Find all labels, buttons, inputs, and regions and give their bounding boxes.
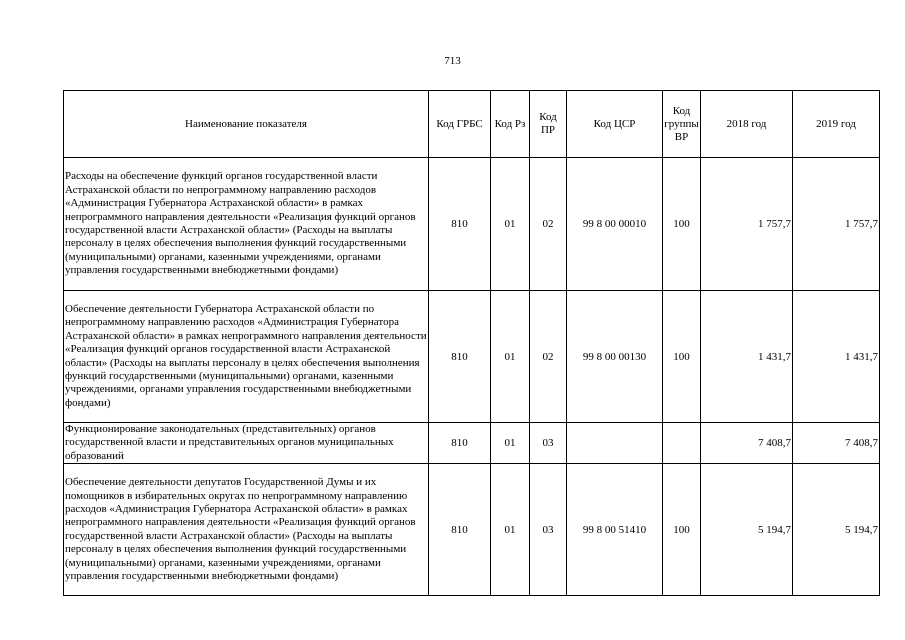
header-name: Наименование показателя — [64, 91, 429, 158]
row-name: Функционирование законодательных (представительных) органов государственной власти и представительных органов муниципальных образований — [64, 423, 429, 464]
table-row — [64, 423, 880, 464]
row-2018: 1 431,7 — [701, 291, 793, 423]
table-row — [64, 158, 880, 291]
row-rz: 01 — [491, 291, 530, 423]
row-pr: 02 — [530, 291, 567, 423]
table-row — [64, 291, 880, 423]
row-rz: 01 — [491, 464, 530, 596]
budget-table — [63, 90, 880, 596]
row-vr — [663, 423, 701, 464]
row-csr — [567, 423, 663, 464]
header-grbs: Код ГРБС — [429, 91, 491, 158]
row-2019: 1 431,7 — [793, 291, 880, 423]
row-csr: 99 8 00 51410 — [567, 464, 663, 596]
row-grbs: 810 — [429, 464, 491, 596]
row-rz: 01 — [491, 158, 530, 291]
table-header-row — [64, 91, 880, 158]
row-grbs: 810 — [429, 291, 491, 423]
row-2019: 7 408,7 — [793, 423, 880, 464]
row-name: Обеспечение деятельности Губернатора Астраханской области по непрограммному направлению расходов «Администрация Губернатора Астраханской области» в рамках непрограммного направления деятельности «Реализация функций органов государственной власти Астраханской области» (Расходы на выплаты персоналу в целях обеспечения выполнения функций государственными (муниципальными) органами, казенными учреждениями, органами управления государственными внебюджетными фондами) — [64, 291, 429, 423]
header-pr: Код ПР — [530, 91, 567, 158]
row-csr: 99 8 00 00010 — [567, 158, 663, 291]
header-2018: 2018 год — [701, 91, 793, 158]
row-rz: 01 — [491, 423, 530, 464]
header-rz: Код Рз — [491, 91, 530, 158]
row-grbs: 810 — [429, 158, 491, 291]
row-2018: 1 757,7 — [701, 158, 793, 291]
page-number: 713 — [444, 55, 461, 67]
table-row — [64, 464, 880, 596]
row-pr: 03 — [530, 464, 567, 596]
row-grbs: 810 — [429, 423, 491, 464]
row-csr: 99 8 00 00130 — [567, 291, 663, 423]
row-name: Расходы на обеспечение функций органов государственной власти Астраханской области по непрограммному направлению расходов «Администрация Губернатора Астраханской области» в рамках непрограммного направления деятельности «Реализация функций органов государственной власти Астраханской области» (Расходы на выплаты персоналу в целях обеспечения выполнения функций государственными (муниципальными) органами, казенными учреждениями, органами управления государственными внебюджетными фондами) — [64, 158, 429, 291]
row-name: Обеспечение деятельности депутатов Государственной Думы и их помощников в избирательных округах по непрограммному направлению расходов «Администрация Губернатора Астраханской области» в рамках непрограммного направления деятельности «Реализация функций органов государственной власти Астраханской области» (Расходы на выплаты персоналу в целях обеспечения выполнения функций государственными (муниципальными) органами, казенными учреждениями, органами управления государственными внебюджетными фондами) — [64, 464, 429, 596]
row-vr: 100 — [663, 464, 701, 596]
header-vr: Код группы ВР — [663, 91, 701, 158]
row-vr: 100 — [663, 291, 701, 423]
row-vr: 100 — [663, 158, 701, 291]
row-pr: 03 — [530, 423, 567, 464]
header-2019: 2019 год — [793, 91, 880, 158]
header-csr: Код ЦСР — [567, 91, 663, 158]
row-2018: 5 194,7 — [701, 464, 793, 596]
row-2019: 1 757,7 — [793, 158, 880, 291]
row-2019: 5 194,7 — [793, 464, 880, 596]
row-pr: 02 — [530, 158, 567, 291]
row-2018: 7 408,7 — [701, 423, 793, 464]
